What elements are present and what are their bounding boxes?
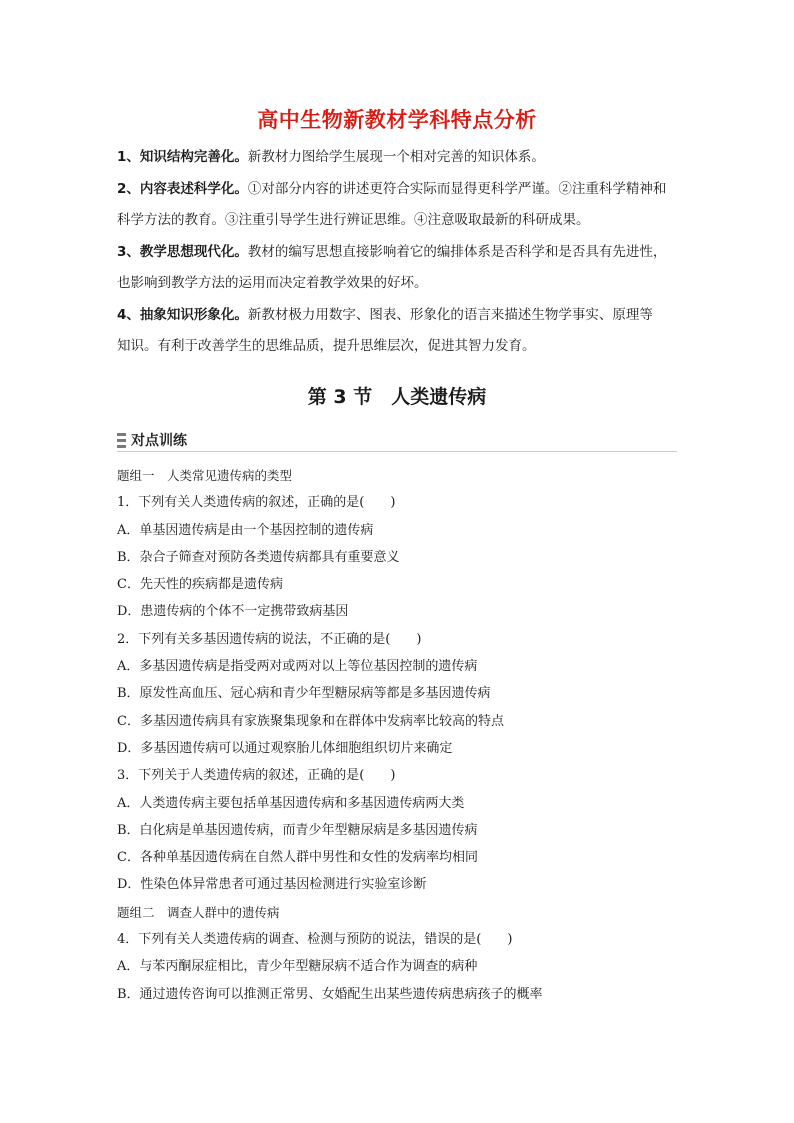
- heading-divider: [117, 451, 677, 452]
- intro-text-4b: 知识。有利于改善学生的思维品质，提升思维层次，促进其智力发育。: [117, 338, 536, 354]
- intro-text-1: 新教材力图给学生展现一个相对完善的知识体系。: [247, 149, 545, 165]
- question-3-option-c: C．各种单基因遗传病在自然人群中男性和女性的发病率均相同: [117, 850, 478, 866]
- question-2-stem: 2．下列有关多基因遗传病的说法，不正确的是( ): [117, 631, 422, 647]
- heading-marker-icon: [117, 433, 126, 448]
- document-title: 高中生物新教材学科特点分析: [257, 108, 537, 132]
- question-group-1: 题组一 人类常见遗传病的类型: [117, 468, 293, 483]
- intro-paragraph-3: [117, 237, 687, 300]
- question-4-stem: 4．下列有关人类遗传病的调查、检测与预防的说法，错误的是( ): [117, 932, 513, 948]
- question-1-option-b: B．杂合子筛查对预防各类遗传病都具有重要意义: [117, 549, 400, 565]
- intro-text-2a: ①对部分内容的讲述更符合实际而显得更科学严谨。②注重科学精神和: [247, 180, 667, 197]
- question-3-stem: 3．下列关于人类遗传病的叙述，正确的是( ): [117, 768, 396, 784]
- question-3-option-d: D．性染色体异常患者可通过基因检测进行实验室诊断: [117, 877, 427, 893]
- question-1-stem: 1．下列有关人类遗传病的叙述，正确的是( ): [117, 495, 396, 511]
- question-4-option-a: A．与苯丙酮尿症相比，青少年型糖尿病不适合作为调查的病种: [117, 959, 478, 975]
- intro-lead-2: 2、内容表述科学化。: [117, 180, 248, 197]
- question-1-option-d: D．患遗传病的个体不一定携带致病基因: [117, 604, 349, 620]
- intro-text-3a: 教材的编写思想直接影响着它的编排体系是否科学和是否具有先进性，: [247, 243, 667, 260]
- question-2-option-a: A．多基因遗传病是指受两对或两对以上等位基因控制的遗传病: [117, 659, 478, 675]
- intro-text-2b: 科学方法的教育。③注重引导学生进行辨证思维。④注意吸取最新的科研成果。: [117, 212, 590, 228]
- exercise-heading: [117, 430, 187, 450]
- intro-text-3b: 也影响到教学方法的运用而决定着教学效果的好坏。: [117, 275, 428, 291]
- question-3-option-a: A．人类遗传病主要包括单基因遗传病和多基因遗传病两大类: [117, 795, 465, 811]
- intro-lead-4: 4、抽象知识形象化。: [117, 306, 248, 323]
- intro-section: [117, 142, 687, 363]
- intro-paragraph-2: [117, 174, 687, 237]
- question-group-2: 题组二 调查人群中的遗传病: [117, 904, 280, 920]
- intro-paragraph-1: [117, 142, 687, 174]
- question-2-option-c: C．多基因遗传病具有家族聚集现象和在群体中发病率比较高的特点: [117, 713, 504, 729]
- question-2-option-b: B．原发性高血压、冠心病和青少年型糖尿病等都是多基因遗传病: [117, 686, 491, 702]
- question-4-option-b: B．通过遗传咨询可以推测正常男、女婚配生出某些遗传病患病孩子的概率: [117, 986, 543, 1002]
- intro-text-4a: 新教材极力用数字、图表、形象化的语言来描述生物学事实、原理等: [247, 306, 653, 323]
- question-list: [117, 462, 687, 1008]
- intro-lead-1: 1、知识结构完善化。: [117, 149, 248, 165]
- intro-lead-3: 3、教学思想现代化。: [117, 243, 248, 260]
- exercise-heading-label: 对点训练: [131, 433, 187, 449]
- question-1-option-a: A．单基因遗传病是由一个基因控制的遗传病: [117, 522, 374, 538]
- question-1-option-c: C．先天性的疾病都是遗传病: [117, 577, 283, 593]
- section-title: 第 3 节 人类遗传病: [307, 386, 487, 408]
- intro-paragraph-4: [117, 300, 687, 363]
- question-3-option-b: B．白化病是单基因遗传病，而青少年型糖尿病是多基因遗传病: [117, 822, 478, 838]
- question-2-option-d: D．多基因遗传病可以通过观察胎儿体细胞组织切片来确定: [117, 740, 453, 756]
